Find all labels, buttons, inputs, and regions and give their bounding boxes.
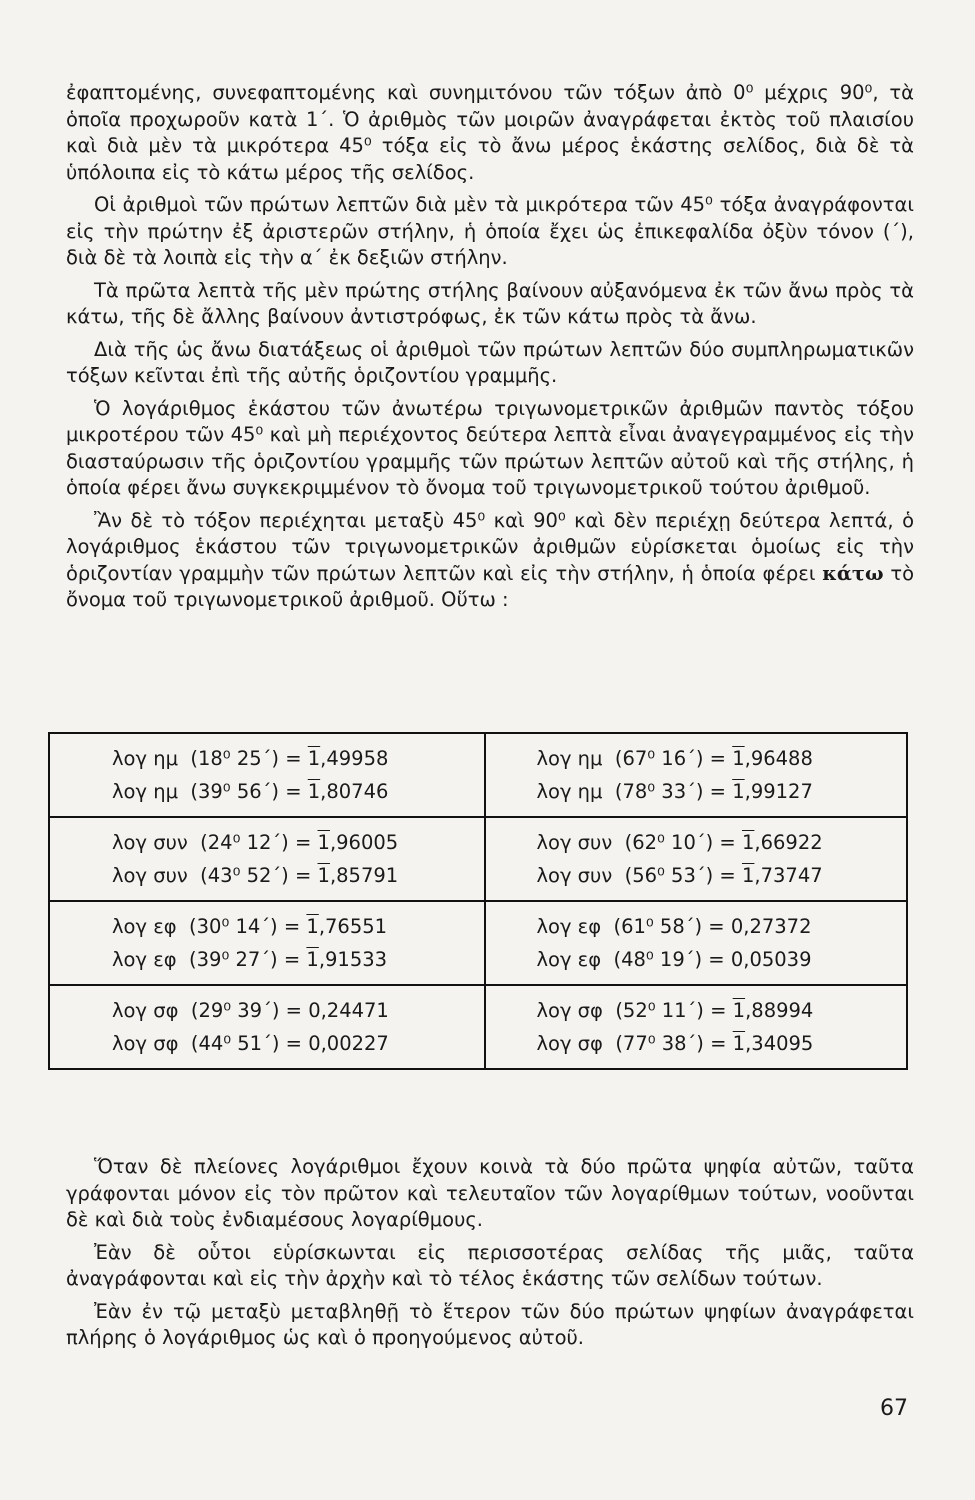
log-argument: (52⁰ 11΄) = [615, 999, 727, 1022]
logarithm-examples-table [48, 732, 908, 1070]
log-value: ,96488 [744, 747, 813, 770]
log-function: λογ εφ [112, 915, 177, 938]
log-value: ,76551 [318, 915, 388, 938]
log-function: λογ σφ [112, 1032, 179, 1055]
log-entry [536, 742, 906, 775]
log-value: ,85791 [329, 864, 399, 887]
log-value: 0,27372 [730, 915, 812, 938]
log-entry [112, 742, 484, 775]
log-argument: (61⁰ 58΄) = [613, 915, 725, 938]
table-cell-right [485, 817, 907, 901]
log-function: λογ σφ [536, 1032, 603, 1055]
table-row [49, 817, 907, 901]
log-function: λογ ημ [536, 780, 603, 803]
log-argument: (39⁰ 56΄) = [190, 780, 302, 803]
table-cell-right [485, 733, 907, 817]
log-value: ,80746 [320, 780, 389, 803]
paragraph-6 [66, 508, 914, 614]
log-entry [112, 994, 484, 1027]
paragraph-7: Ὅταν δὲ πλείονες λογάριθμοι ἔχουν κοινὰ τὰ δύο πρῶτα ψηφία αὐτῶν, ταῦτα γράφονται μόνον εἰς τὸν πρῶτον καὶ τελευταῖον τῶν λογαρίθμων τούτων, νοοῦνται δὲ καὶ διὰ τοὺς ἐνδιαμέσους λογαρίθμους. [66, 1155, 914, 1231]
log-function: λογ εφ [112, 948, 177, 971]
log-argument: (56⁰ 53΄) = [624, 864, 736, 887]
log-characteristic-barred: 1 [732, 780, 745, 803]
log-argument: (39⁰ 27΄) = [189, 948, 301, 971]
top-text [66, 80, 914, 614]
log-argument: (43⁰ 52΄) = [200, 864, 312, 887]
log-characteristic-barred: 1 [306, 948, 319, 971]
table-row [49, 985, 907, 1069]
table-row [49, 901, 907, 985]
paragraph-5: Ὁ λογάριθμος ἑκάστου τῶν ἀνωτέρω τριγωνομετρικῶν ἀριθμῶν παντὸς τόξου μικροτέρου τῶν 45⁰ καὶ μὴ περιέχοντος δεύτερα λεπτὰ εἶναι ἀναγεγραμμένος εἰς τὴν διασταύρωσιν τῆς ὁριζοντίου γραμμῆς τῶν πρώτων λεπτῶν αὐτοῦ καὶ τῆς στήλης, ἡ ὁποία φέρει ἄνω συγκεκριμμένον τὸ ὄνομα τοῦ τριγωνομετρικοῦ τούτου ἀριθμοῦ. [66, 396, 914, 499]
paragraph-8: Ἐὰν δὲ οὗτοι εὑρίσκωνται εἰς περισσοτέρας σελίδας τῆς μιᾶς, ταῦτα ἀναγράφονται καὶ εἰς τὴν ἀρχὴν καὶ τὸ τέλος ἑκάστης τῶν σελίδων τούτων. [66, 1240, 914, 1290]
log-characteristic-barred: 1 [741, 864, 755, 887]
log-function: λογ συν [112, 864, 188, 887]
log-value: ,34095 [745, 1032, 814, 1055]
bold-word-kato: κάτω [822, 561, 884, 585]
log-entry [112, 859, 484, 892]
log-argument: (29⁰ 39΄) = [190, 999, 302, 1022]
log-entry [112, 1027, 484, 1060]
log-function: λογ συν [112, 831, 188, 854]
log-function: λογ ημ [536, 747, 603, 770]
log-value: 0,00227 [308, 1032, 389, 1055]
table-cell-left [49, 985, 485, 1069]
log-characteristic-barred: 1 [732, 747, 745, 770]
log-entry [536, 943, 906, 976]
log-entry [536, 910, 906, 943]
log-argument: (78⁰ 33΄) = [614, 780, 727, 803]
paragraph-6-text: Ἂν δὲ τὸ τόξον περιέχηται μεταξὺ 45⁰ καὶ 90⁰ καὶ δὲν περιέχῃ δεύτερα λεπτά, ὁ λογάριθμος ἑκάστου τῶν τριγωνομετρικῶν ἀριθμῶν εὑρίσκεται ὁμοίως εἰς τὴν ὁριζοντίαν γραμμὴν τῶν πρώτων λεπτῶν καὶ εἰς τὴν στήλην, ἡ ὁποία φέρει [66, 508, 914, 585]
log-argument: (77⁰ 38΄) = [615, 1032, 727, 1055]
page-number: 67 [880, 1396, 908, 1421]
log-characteristic-barred: 1 [732, 1032, 746, 1055]
paragraph-3: Τὰ πρῶτα λεπτὰ τῆς μὲν πρώτης στήλης βαίνουν αὐξανόμενα ἐκ τῶν ἄνω πρὸς τὰ κάτω, τῆς δὲ ἄλλης βαίνουν ἀντιστρόφως, ἐκ τῶν κάτω πρὸς τὰ ἄνω. [66, 278, 914, 328]
log-argument: (62⁰ 10΄) = [624, 831, 736, 854]
table-cell-left [49, 901, 485, 985]
log-value: ,66922 [754, 831, 823, 854]
paragraph-4: Διὰ τῆς ὡς ἄνω διατάξεως οἱ ἀριθμοὶ τῶν πρώτων λεπτῶν δύο συμπληρωματικῶν τόξων κεῖνται ἐπὶ τῆς αὐτῆς ὁριζοντίου γραμμῆς. [66, 337, 914, 387]
log-entry [536, 994, 906, 1027]
log-value: ,73747 [754, 864, 823, 887]
log-characteristic-barred: 1 [307, 747, 321, 770]
log-value: 0,24471 [308, 999, 389, 1022]
log-characteristic-barred: 1 [306, 915, 319, 938]
log-entry [536, 826, 906, 859]
log-argument: (67⁰ 16΄) = [614, 747, 727, 770]
log-function: λογ συν [536, 864, 613, 887]
log-entry [536, 1027, 906, 1060]
log-argument: (18⁰ 25΄) = [190, 747, 302, 770]
log-entry [536, 775, 906, 808]
log-function: λογ σφ [112, 999, 179, 1022]
log-entry [112, 775, 484, 808]
log-value: ,91533 [318, 948, 388, 971]
log-function: λογ συν [536, 831, 613, 854]
table-cell-left [49, 733, 485, 817]
log-value: ,96005 [329, 831, 399, 854]
table-row [49, 733, 907, 817]
log-function: λογ εφ [536, 915, 602, 938]
table-cell-right [485, 985, 907, 1069]
log-function: λογ σφ [536, 999, 603, 1022]
log-entry [112, 943, 484, 976]
log-characteristic-barred: 1 [307, 780, 321, 803]
log-argument: (30⁰ 14΄) = [189, 915, 301, 938]
log-entry [536, 859, 906, 892]
log-argument: (24⁰ 12΄) = [200, 831, 312, 854]
log-argument: (44⁰ 51΄) = [190, 1032, 302, 1055]
log-value: ,99127 [744, 780, 813, 803]
paragraph-9: Ἐὰν ἐν τῷ μεταξὺ μεταβληθῇ τὸ ἕτερον τῶν δύο πρώτων ψηφίων ἀναγράφεται πλήρης ὁ λογάριθμος ὡς καὶ ὁ προηγούμενος αὐτοῦ. [66, 1299, 914, 1349]
paragraph-1: ἐφαπτομένης, συνεφαπτομένης καὶ συνημιτόνου τῶν τόξων ἀπὸ 0⁰ μέχρις 90⁰, τὰ ὁποῖα προχωροῦν κατὰ 1΄. Ὁ ἀριθμὸς τῶν μοιρῶν ἀναγράφεται ἐκτὸς τοῦ πλαισίου καὶ διὰ μὲν τὰ μικρότερα 45⁰ τόξα εἰς τὸ ἄνω μέρος ἑκάστης σελίδος, διὰ δὲ τὰ ὑπόλοιπα εἰς τὸ κάτω μέρος τῆς σελίδος. [66, 81, 914, 184]
log-argument: (48⁰ 19΄) = [613, 948, 725, 971]
log-function: λογ ημ [112, 780, 178, 803]
log-characteristic-barred: 1 [317, 864, 330, 887]
log-value: ,88994 [745, 999, 814, 1022]
log-characteristic-barred: 1 [741, 831, 755, 854]
log-entry [112, 910, 484, 943]
log-entry [112, 826, 484, 859]
log-function: λογ ημ [112, 747, 178, 770]
log-value: ,49958 [320, 747, 389, 770]
log-function: λογ εφ [536, 948, 602, 971]
log-value: 0,05039 [730, 948, 812, 971]
paragraph-6-tail: τὸ ὄνομα τοῦ τριγωνομετρικοῦ ἀριθμοῦ. Οὕτω : [66, 561, 914, 611]
bottom-text [66, 1154, 914, 1352]
log-characteristic-barred: 1 [317, 831, 330, 854]
table-cell-right [485, 901, 907, 985]
log-characteristic-barred: 1 [732, 999, 746, 1022]
table-cell-left [49, 817, 485, 901]
paragraph-2: Οἱ ἀριθμοὶ τῶν πρώτων λεπτῶν διὰ μὲν τὰ μικρότερα τῶν 45⁰ τόξα ἀναγράφονται εἰς τὴν πρώτην ἐξ ἀριστερῶν στήλην, ἡ ὁποία ἔχει ὡς ἐπικεφαλίδα ὀξὺν τόνον (΄), διὰ δὲ τὰ λοιπὰ εἰς τὴν α΄ ἐκ δεξιῶν στήλην. [66, 193, 914, 269]
